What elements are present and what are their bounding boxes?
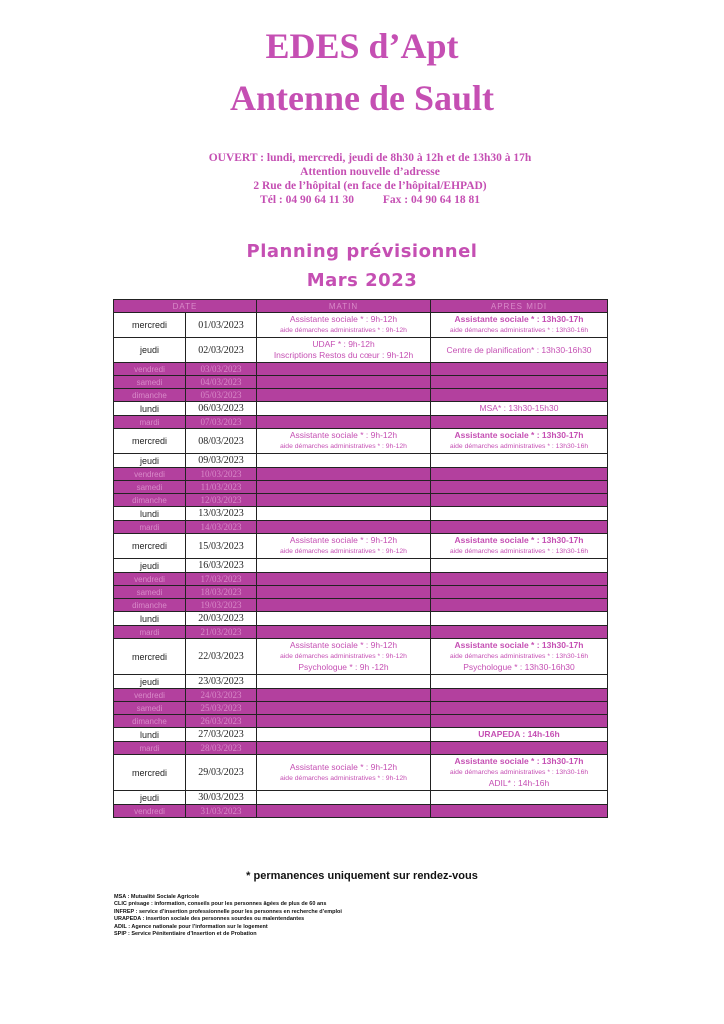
row-matin [257,639,431,675]
row-apres-midi [431,805,608,818]
row-matin [257,573,431,586]
row-date: 16/03/2023 [186,559,257,573]
slot-entry: UDAF * : 9h-12h [312,339,375,349]
table-row [114,559,608,573]
row-apres-midi [431,313,608,338]
legend [114,894,614,938]
page-title: EDES d’Apt [265,26,459,66]
row-date: 17/03/2023 [186,573,257,586]
legend-item: CLIC présage : information, conseils pour les personnes âgées de plus de 60 ans [114,901,327,908]
slot-entry: aide démarches administratives * : 13h30-16h [449,327,589,334]
row-matin [257,742,431,755]
row-date: 05/03/2023 [186,389,257,402]
row-day: mercredi [114,639,186,675]
row-apres-midi [431,728,608,742]
row-date: 18/03/2023 [186,586,257,599]
table-row [114,507,608,521]
row-date: 23/03/2023 [186,675,257,689]
row-date: 14/03/2023 [186,521,257,534]
table-row [114,429,608,454]
row-apres-midi [431,534,608,559]
row-day: samedi [114,702,186,715]
slot-entry: Assistante sociale * : 9h-12h [289,430,398,440]
table-row [114,715,608,728]
table-row [114,494,608,507]
fax-number: Fax : 04 90 64 18 81 [382,194,480,206]
row-matin [257,521,431,534]
row-date: 10/03/2023 [186,468,257,481]
row-day: jeudi [114,559,186,573]
row-apres-midi [431,468,608,481]
row-matin [257,402,431,416]
slot-entry: aide démarches administratives * : 9h-12h [280,443,407,450]
row-apres-midi [431,639,608,675]
table-row [114,521,608,534]
legend-item: MSA : Mutualité Sociale Agricole [114,894,200,900]
row-matin [257,389,431,402]
legend-item: INFREP : service d’insertion professionnelle pour les personnes en recherche d’emploi [114,908,342,915]
row-day: mardi [114,416,186,429]
slot-entry: aide démarches administratives * : 9h-12h [280,653,407,660]
slot-entry: aide démarches administratives * : 13h30-16h [449,443,589,450]
slot-entry: aide démarches administratives * : 13h30-16h [449,653,589,660]
row-matin [257,626,431,639]
row-day: dimanche [114,715,186,728]
legend-item: URAPEDA : insertion sociale des personnes sourdes ou malentendantes [114,916,305,923]
table-row [114,468,608,481]
row-matin [257,689,431,702]
slot-entry: Assistante sociale * : 9h-12h [289,640,398,650]
table-row [114,573,608,586]
slot-entry: Centre de planification* : 13h30-16h30 [446,344,592,355]
header-matin: MATIN [257,300,431,313]
row-day: mercredi [114,755,186,791]
row-apres-midi [431,402,608,416]
row-date: 22/03/2023 [186,639,257,675]
row-day: mardi [114,521,186,534]
table-row [114,363,608,376]
row-day: jeudi [114,338,186,363]
row-matin [257,599,431,612]
phone-number: Tél : 04 90 64 11 30 [260,194,354,206]
row-apres-midi [431,338,608,363]
row-date: 04/03/2023 [186,376,257,389]
slot-entry: Assistante sociale * : 9h-12h [289,535,398,545]
slot-entry: aide démarches administratives * : 13h30-16h [449,769,589,776]
table-row [114,805,608,818]
row-date: 24/03/2023 [186,689,257,702]
table-row [114,728,608,742]
row-date: 03/03/2023 [186,363,257,376]
row-date: 30/03/2023 [186,791,257,805]
row-apres-midi [431,481,608,494]
row-day: dimanche [114,494,186,507]
row-day: mercredi [114,313,186,338]
table-row [114,402,608,416]
row-matin [257,805,431,818]
row-day: samedi [114,586,186,599]
address-notice: Attention nouvelle d’adresse [300,166,440,178]
table-row [114,639,608,675]
row-date: 06/03/2023 [186,402,257,416]
row-day: vendredi [114,363,186,376]
slot-entry: aide démarches administratives * : 13h30-16h [449,548,589,555]
row-matin [257,313,431,338]
row-apres-midi [431,791,608,805]
legend-item: ADIL : Agence nationale pour l’information sur le logement [114,923,268,930]
slot-entry: MSA* : 13h30-15h30 [479,403,559,413]
row-apres-midi [431,755,608,791]
table-row [114,599,608,612]
table-row [114,791,608,805]
opening-hours: OUVERT : lundi, mercredi, jeudi de 8h30 à 12h et de 13h30 à 17h [208,152,532,164]
row-date: 31/03/2023 [186,805,257,818]
table-row [114,481,608,494]
row-day: mardi [114,742,186,755]
row-date: 15/03/2023 [186,534,257,559]
row-apres-midi [431,376,608,389]
row-date: 28/03/2023 [186,742,257,755]
row-matin [257,468,431,481]
slot-entry: Inscriptions Restos du cœur : 9h-12h [273,350,414,360]
row-date: 02/03/2023 [186,338,257,363]
row-matin [257,481,431,494]
row-apres-midi [431,689,608,702]
table-row [114,626,608,639]
row-apres-midi [431,494,608,507]
row-day: mardi [114,626,186,639]
row-day: lundi [114,728,186,742]
table-row [114,675,608,689]
table-row [114,376,608,389]
row-matin [257,675,431,689]
table-row [114,534,608,559]
table-row [114,612,608,626]
slot-entry: Assistante sociale * : 13h30-17h [454,430,584,440]
row-date: 09/03/2023 [186,454,257,468]
row-date: 20/03/2023 [186,612,257,626]
row-day: dimanche [114,389,186,402]
slot-entry: Assistante sociale * : 13h30-17h [454,535,584,545]
slot-entry: Assistante sociale * : 13h30-17h [454,314,584,324]
table-row [114,586,608,599]
row-day: samedi [114,481,186,494]
row-day: samedi [114,376,186,389]
slot-entry: aide démarches administratives * : 9h-12h [280,327,407,334]
table-row [114,389,608,402]
row-matin [257,429,431,454]
row-apres-midi [431,521,608,534]
contact-line [110,193,630,207]
slot-entry: aide démarches administratives * : 9h-12h [280,774,407,782]
row-matin [257,338,431,363]
legend-item: SPIP : Service Pénitentiaire d’Insertion et de Probation [114,931,257,938]
row-apres-midi [431,715,608,728]
table-row [114,742,608,755]
row-apres-midi [431,507,608,521]
row-day: lundi [114,402,186,416]
row-apres-midi [431,559,608,573]
row-date: 08/03/2023 [186,429,257,454]
row-day: vendredi [114,805,186,818]
row-apres-midi [431,702,608,715]
row-matin [257,715,431,728]
slot-entry: aide démarches administratives * : 9h-12h [280,548,407,555]
row-date: 21/03/2023 [186,626,257,639]
row-matin [257,559,431,573]
table-row [114,689,608,702]
slot-entry: Assistante sociale * : 9h-12h [289,314,398,324]
row-date: 29/03/2023 [186,755,257,791]
schedule-table [113,299,608,818]
row-day: jeudi [114,454,186,468]
row-date: 07/03/2023 [186,416,257,429]
table-row [114,702,608,715]
table-header [114,300,608,313]
slot-entry: URAPEDA : 14h-16h [478,729,560,739]
row-day: dimanche [114,599,186,612]
row-matin [257,755,431,791]
row-matin [257,494,431,507]
slot-entry: Psychologue * : 13h30-16h30 [463,662,575,672]
row-date: 25/03/2023 [186,702,257,715]
row-apres-midi [431,429,608,454]
row-day: vendredi [114,689,186,702]
slot-entry: ADIL* : 14h-16h [488,778,550,788]
table-row [114,313,608,338]
row-date: 11/03/2023 [186,481,257,494]
row-date: 12/03/2023 [186,494,257,507]
row-matin [257,454,431,468]
header-apres-midi: APRES MIDI [431,300,608,313]
row-matin [257,612,431,626]
row-date: 01/03/2023 [186,313,257,338]
slot-entry: Assistante sociale * : 13h30-17h [454,640,584,650]
row-apres-midi [431,675,608,689]
row-matin [257,702,431,715]
row-apres-midi [431,416,608,429]
row-day: lundi [114,507,186,521]
row-matin [257,507,431,521]
row-matin [257,728,431,742]
row-matin [257,534,431,559]
row-day: vendredi [114,573,186,586]
header-date: DATE [114,300,257,313]
page-subtitle: Antenne de Sault [229,78,495,118]
row-apres-midi [431,626,608,639]
slot-entry: Psychologue * : 9h -12h [298,662,389,672]
footnote: * permanences uniquement sur rendez-vous [246,870,478,882]
planning-month: Mars 2023 [306,270,418,291]
address: 2 Rue de l’hôpital (en face de l’hôpital/EHPAD) [253,180,487,192]
row-day: mercredi [114,534,186,559]
table-row [114,416,608,429]
row-date: 13/03/2023 [186,507,257,521]
table-row [114,755,608,791]
row-apres-midi [431,454,608,468]
row-apres-midi [431,742,608,755]
row-apres-midi [431,599,608,612]
row-day: mercredi [114,429,186,454]
row-date: 26/03/2023 [186,715,257,728]
row-day: jeudi [114,791,186,805]
row-matin [257,586,431,599]
slot-entry: Assistante sociale * : 9h-12h [289,761,398,772]
row-matin [257,791,431,805]
row-date: 27/03/2023 [186,728,257,742]
row-apres-midi [431,389,608,402]
planning-title: Planning prévisionnel [246,241,478,262]
row-apres-midi [431,573,608,586]
table-row [114,454,608,468]
row-matin [257,416,431,429]
row-apres-midi [431,363,608,376]
table-row [114,338,608,363]
row-apres-midi [431,612,608,626]
row-matin [257,376,431,389]
row-date: 19/03/2023 [186,599,257,612]
row-day: vendredi [114,468,186,481]
row-apres-midi [431,586,608,599]
slot-entry: Assistante sociale * : 13h30-17h [454,756,584,766]
row-day: jeudi [114,675,186,689]
row-matin [257,363,431,376]
row-day: lundi [114,612,186,626]
